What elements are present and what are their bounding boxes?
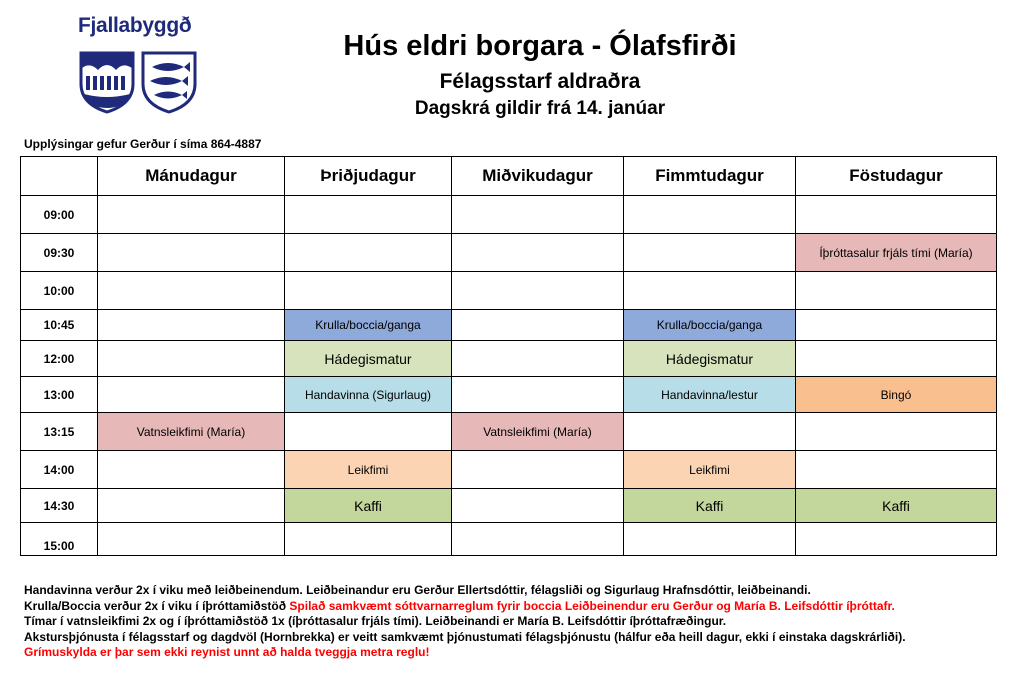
schedule-cell [796, 272, 997, 310]
activity-cell: Kaffi [285, 489, 452, 523]
day-header: Fimmtudagur [624, 157, 796, 196]
schedule-cell [452, 341, 624, 377]
schedule-cell [624, 523, 796, 556]
time-cell: 12:00 [21, 341, 98, 377]
time-cell: 15:00 [21, 523, 98, 556]
activity-cell: Íþróttasalur frjáls tími (María) [796, 234, 997, 272]
activity-cell: Kaffi [624, 489, 796, 523]
schedule-cell [452, 377, 624, 413]
contact-info: Upplýsingar gefur Gerður í síma 864-4887 [24, 137, 262, 151]
schedule-cell [452, 272, 624, 310]
time-cell: 10:45 [21, 310, 98, 341]
schedule-cell [452, 196, 624, 234]
activity-cell: Vatnsleikfimi (María) [452, 413, 624, 451]
activity-cell: Bingó [796, 377, 997, 413]
note-line: Tímar í vatnsleikfimi 2x og í íþróttamiðstöð 1x (íþróttasalur frjáls tími). Leiðbeinandi er María B. Leifsdóttir íþróttafræðingur. [24, 614, 727, 628]
table-row [21, 341, 997, 377]
time-cell: 14:00 [21, 451, 98, 489]
schedule-cell [98, 310, 285, 341]
note-line [24, 599, 1024, 615]
activity-cell: Handavinna (Sigurlaug) [285, 377, 452, 413]
schedule-cell [452, 310, 624, 341]
schedule-cell [452, 489, 624, 523]
schedule-cell [624, 196, 796, 234]
schedule-cell [98, 196, 285, 234]
schedule-cell [98, 523, 285, 556]
municipality-logo [78, 14, 204, 118]
table-row [21, 377, 997, 413]
table-row [21, 272, 997, 310]
weekly-schedule-table [20, 156, 997, 556]
crest-right-icon [140, 50, 198, 114]
schedule-cell [796, 310, 997, 341]
table-row [21, 310, 997, 341]
activity-cell: Hádegismatur [285, 341, 452, 377]
schedule-cell [98, 451, 285, 489]
schedule-cell [98, 377, 285, 413]
notes-section [24, 583, 1024, 661]
day-header: Föstudagur [796, 157, 997, 196]
table-row [21, 196, 997, 234]
activity-cell: Krulla/boccia/ganga [285, 310, 452, 341]
activity-cell: Kaffi [796, 489, 997, 523]
schedule-cell [624, 413, 796, 451]
note-line: Handavinna verður 2x í viku með leiðbeinendum. Leiðbeinandur eru Gerður Ellertsdóttir, félagsliði og Sigurlaug Hrafnsdóttir, leiðbeinandi. [24, 583, 811, 597]
table-row [21, 413, 997, 451]
schedule-cell [285, 196, 452, 234]
schedule-cell [285, 234, 452, 272]
schedule-cell [285, 523, 452, 556]
time-cell: 10:00 [21, 272, 98, 310]
schedule-cell [796, 451, 997, 489]
schedule-cell [452, 234, 624, 272]
day-header-row [21, 157, 997, 196]
schedule-date-line: Dagskrá gildir frá 14. janúar [414, 98, 666, 119]
schedule-cell [796, 413, 997, 451]
schedule-cell [285, 272, 452, 310]
schedule-cell [624, 234, 796, 272]
activity-cell: Vatnsleikfimi (María) [98, 413, 285, 451]
mask-warning: Grímuskylda er þar sem ekki reynist unnt að halda tveggja metra reglu! [24, 645, 430, 659]
table-row [21, 234, 997, 272]
activity-cell: Leikfimi [624, 451, 796, 489]
crest-left-icon [78, 50, 136, 114]
note-warning-text: Spilað samkvæmt sóttvarnarreglum fyrir boccia Leiðbeinendur eru Gerður og María B. Leifsdóttir íþróttafr. [289, 598, 895, 613]
logo-text: Fjallabyggð [78, 14, 192, 37]
time-cell: 09:00 [21, 196, 98, 234]
schedule-cell [796, 196, 997, 234]
schedule-cell [796, 523, 997, 556]
table-row [21, 523, 997, 556]
schedule-cell [624, 272, 796, 310]
time-cell: 13:15 [21, 413, 98, 451]
schedule-cell [98, 234, 285, 272]
schedule-cell [452, 451, 624, 489]
table-row [21, 489, 997, 523]
schedule-cell [98, 272, 285, 310]
activity-cell: Handavinna/lestur [624, 377, 796, 413]
schedule-cell [452, 523, 624, 556]
day-header: Mánudagur [98, 157, 285, 196]
page-subtitle: Félagsstarf aldraðra [439, 70, 641, 93]
schedule-cell [98, 489, 285, 523]
day-header: Þriðjudagur [285, 157, 452, 196]
activity-cell: Krulla/boccia/ganga [624, 310, 796, 341]
page-title: Hús eldri borgara - Ólafsfirði [343, 30, 737, 62]
activity-cell: Leikfimi [285, 451, 452, 489]
note-text: Krulla/Boccia verður 2x í viku í íþróttamiðstöð [24, 598, 290, 613]
note-line: Akstursþjónusta í félagsstarf og dagdvöl (Hornbrekka) er veitt samkvæmt þjónustumati félagsþjónustu (hálfur eða heill dagur, ekki í einstaka dagskrárliði). [24, 629, 906, 644]
time-cell: 14:30 [21, 489, 98, 523]
activity-cell: Hádegismatur [624, 341, 796, 377]
day-header: Miðvikudagur [452, 157, 624, 196]
schedule-cell [285, 413, 452, 451]
time-cell: 09:30 [21, 234, 98, 272]
table-row [21, 451, 997, 489]
schedule-cell [98, 341, 285, 377]
time-cell: 13:00 [21, 377, 98, 413]
time-header-cell [21, 157, 98, 196]
schedule-cell [796, 341, 997, 377]
